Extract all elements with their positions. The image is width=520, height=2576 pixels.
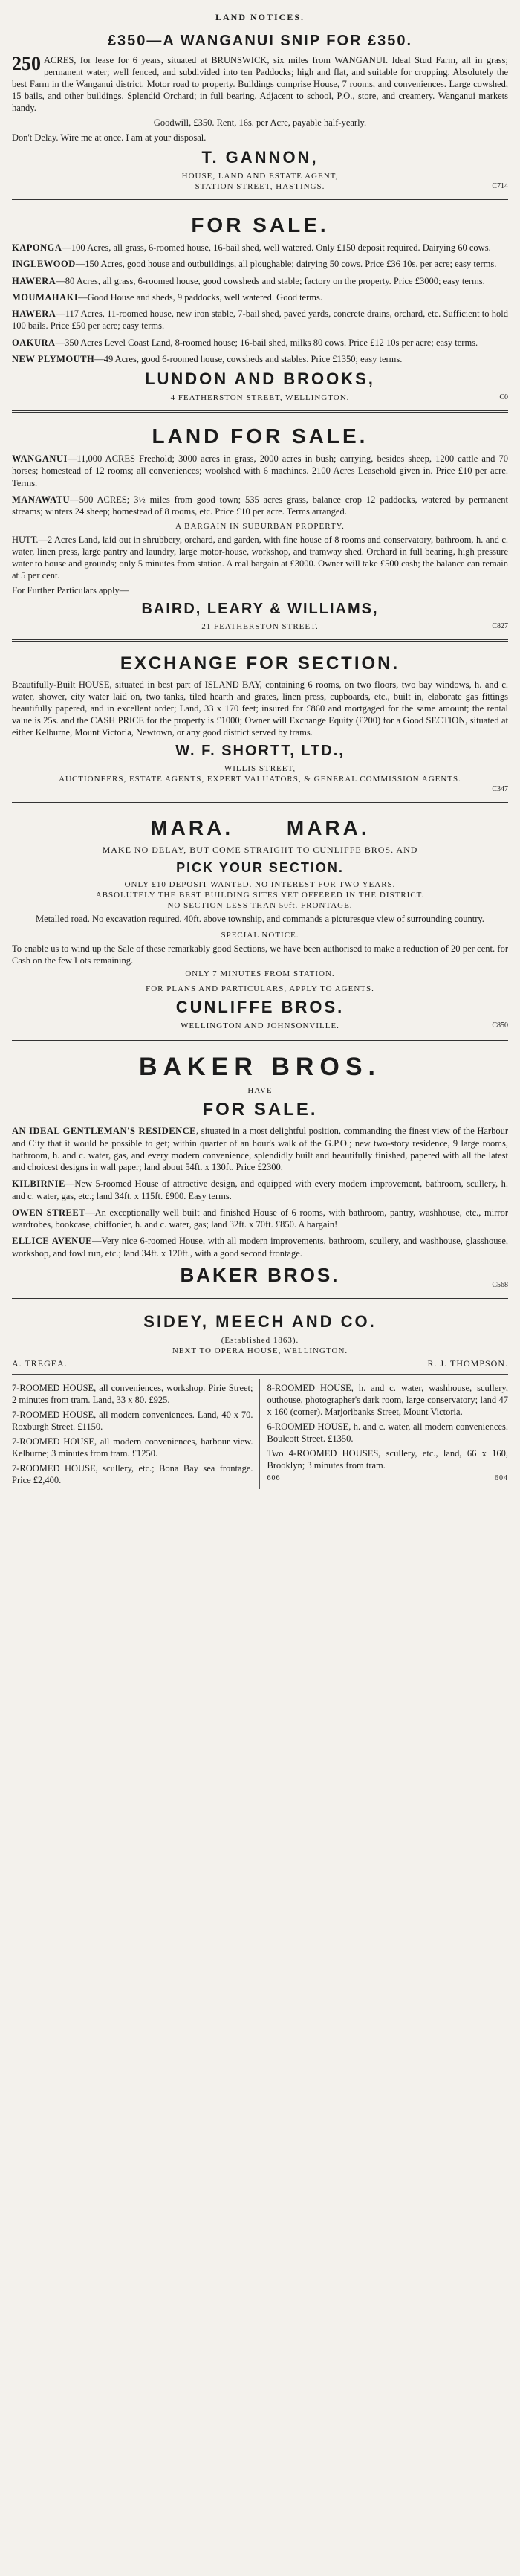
- gannon-address: STATION STREET, HASTINGS.: [195, 182, 325, 191]
- listing: HAWERA—80 Acres, all grass, 6-roomed house, good cowsheds and stable; factory on the property. Price £3000; easy terms.: [12, 275, 485, 286]
- gannon-line: HOUSE, LAND AND ESTATE AGENT,: [181, 172, 339, 181]
- mara-frontage: NO SECTION LESS THAN 50ft. FRONTAGE.: [167, 901, 353, 911]
- section-header: LAND NOTICES.: [215, 12, 305, 22]
- mara-title: MARA. MARA.: [150, 816, 370, 840]
- forsale-listings: [12, 242, 508, 365]
- shortt-line: AUCTIONEERS, ESTATE AGENTS, EXPERT VALUATORS, & GENERAL COMMISSION AGENTS.: [59, 775, 461, 784]
- list-item: 7-ROOMED HOUSE, all conveniences, workshop. Pirie Street; 2 minutes from tram. Land, 33 x 80. £925.: [12, 1382, 253, 1405]
- mara-deposit: ONLY £10 DEPOSIT WANTED. NO INTEREST FOR TWO YEARS.: [124, 880, 396, 890]
- list-item: 8-ROOMED HOUSE, h. and c. water, washhouse, scullery, outhouse, photographer's dark room, large conservatory; land 47 x 160 (corner). Marjoribanks Street, Mount Victoria.: [267, 1382, 508, 1417]
- partner-name: R. J. THOMPSON.: [427, 1358, 508, 1369]
- pick-section: PICK YOUR SECTION.: [176, 860, 344, 876]
- wanganui-body: 250 ACRES, for lease for 6 years, situated at BRUNSWICK, six miles from WANGANUI. Ideal Stud Farm, all in grass; permanent water; well fenced, and subdivided into ten Paddocks; high and flat, and suitable for cropping. Absolutely the best Farm in the Wanganui district. Motor road to property. Buildings comprise House, 7 rooms, and conveniences. Large cowshed, 15 bails, and other buildings. Splendid Orchard; in full bearing. Adjacent to school, P.O., store, and creamery. Wanganui markets handy.: [12, 53, 508, 113]
- sidey-next: NEXT TO OPERA HOUSE, WELLINGTON.: [172, 1346, 348, 1355]
- ad-code: C827: [492, 622, 508, 631]
- listing: OWEN STREET—An exceptionally well built and finished House of 6 rooms, with bathroom, pantry, washhouse, etc., mirror wardrobes, bookcase, chiffonier, h. and c. water, gas; land 32ft. x 70ft. £850. A bargain!: [12, 1207, 508, 1230]
- bargain-text: HUTT.—2 Acres Land, laid out in shrubbery, orchard, and garden, with fine house of 8 rooms and conservatory, bathroom, h. and c. water, linen press, large pantry and laundry, large motor-house, workshop, and tramway shed. Orchard in full bearing, high pressure water to house and grounds; only 5 minutes from station. A real bargain at £3000. Owner will take £500 cash; the balance can remain at 5 per cent.: [12, 535, 508, 581]
- baker-forsale: FOR SALE.: [202, 1100, 318, 1120]
- baird-name: BAIRD, LEARY & WILLIAMS,: [141, 601, 379, 618]
- lundon-address: 4 FEATHERSTON STREET, WELLINGTON.: [170, 393, 350, 402]
- mara-plans: FOR PLANS AND PARTICULARS, APPLY TO AGENTS.: [146, 984, 374, 994]
- partners: [12, 1358, 508, 1369]
- listing: MANAWATU—500 ACRES; 3½ miles from good town; 535 acres grass, balance crop 12 paddocks, watered by permanent streams; winters 24 sheep; homestead of 8 rooms, etc. Price £10 per acre. Terms arranged.: [12, 494, 508, 517]
- wanganui-terms: Goodwill, £350. Rent, 16s. per Acre, payable half-yearly.: [153, 117, 367, 128]
- land-forsale-title: LAND FOR SALE.: [152, 425, 368, 448]
- right-column: [267, 1379, 509, 1489]
- baker-name-bottom: BAKER BROS.: [180, 1263, 340, 1286]
- sidey-est: (Established 1863).: [221, 1335, 299, 1345]
- listing: NEW PLYMOUTH—49 Acres, good 6-roomed house, cowsheds and stables. Price £1350; easy terms.: [12, 353, 403, 364]
- listing: KILBIRNIE—New 5-roomed House of attractive design, and equipped with every modern improvement, bathroom, scullery, h. and c. water, gas, etc.; land 34ft. x 115ft. £900. Easy terms.: [12, 1178, 508, 1201]
- gannon-name: T. GANNON,: [201, 148, 319, 167]
- baker-have: HAVE: [247, 1086, 273, 1096]
- ad-code: C568: [492, 1280, 508, 1289]
- cunliffe-address: WELLINGTON AND JOHNSONVILLE.: [181, 1021, 339, 1031]
- baker-ad: [12, 1041, 508, 1300]
- listing: OAKURA—350 Acres Level Coast Land, 8-roomed house; 16-bail shed, milks 80 cows. Price £12 10s per acre; easy terms.: [12, 337, 478, 348]
- codes: 606 604: [267, 1473, 508, 1482]
- forsale-ad: [12, 201, 508, 413]
- ad-code: C850: [492, 1021, 508, 1030]
- exchange-ad: [12, 642, 508, 804]
- listing: HAWERA—117 Acres, 11-roomed house, new iron stable, 7-bail shed, paved yards, concrete drains, orchard, etc. Sufficient to hold 100 bails. Price £50 per acre; easy terms.: [12, 309, 508, 332]
- list-item: 7-ROOMED HOUSE, scullery, etc.; Bona Bay sea frontage. Price £2,400.: [12, 1462, 253, 1485]
- baird-address: 21 FEATHERSTON STREET.: [201, 622, 319, 632]
- newspaper-page: [6, 0, 514, 1498]
- sidey-name: SIDEY, MEECH AND CO.: [143, 1311, 377, 1331]
- list-item: 6-ROOMED HOUSE, h. and c. water, all modern conveniences. Boulcott Street. £1350.: [267, 1421, 508, 1444]
- wanganui-note: Don't Delay. Wire me at once. I am at your disposal.: [12, 132, 207, 143]
- mara-sites: ABSOLUTELY THE BEST BUILDING SITES YET OFFERED IN THE DISTRICT.: [95, 891, 425, 900]
- exchange-title: EXCHANGE FOR SECTION.: [120, 653, 400, 674]
- exchange-body: Beautifully-Built HOUSE, situated in best part of ISLAND BAY, containing 6 rooms, on two floors, two bay windows, h. and c. water, shower, city water laid on, two tanks, tiled hearth and grates, linen press, cupboards, etc., built in, elaborate gas fittings beautifully papered, and in excellent order; Land, 33 x 170 feet; insured for £860 and mortgaged for the same amount; the rental value is 25s. and the CASH PRICE for the property is £1000; Owner will Exchange Equity (£200) for a Good SECTION, situated at either Kelburne, Mount Victoria, Newtown, or any good district served by trams.: [12, 679, 508, 738]
- ad-code: C347: [492, 785, 508, 794]
- listing: MOUMAHAKI—Good House and sheds, 9 paddocks, well watered. Good terms.: [12, 291, 322, 303]
- list-item: 7-ROOMED HOUSE, all modern conveniences. Land, 40 x 70. Roxburgh Street. £1150.: [12, 1409, 253, 1432]
- listing: ELLICE AVENUE—Very nice 6-roomed House, with all modern improvements, bathroom, scullery, and washhouse, glasshouse, workshop, and fowl run, etc.; land 34ft. x 120ft., with a good second frontage.: [12, 1236, 508, 1259]
- mara-line1: MAKE NO DELAY, BUT COME STRAIGHT TO CUNLIFFE BROS. AND: [102, 845, 418, 856]
- mara-metalled: Metalled road. No excavation required. 40ft. above township, and commands a picturesque view of surrounding country.: [36, 914, 484, 925]
- listing-columns: [12, 1379, 508, 1489]
- wanganui-ad: [12, 4, 508, 201]
- further-text: For Further Particulars apply—: [12, 585, 129, 596]
- baker-name-top: BAKER BROS.: [138, 1053, 382, 1082]
- listing: WANGANUI—11,000 ACRES Freehold; 3000 acres in grass, 2000 acres in bush; carrying, besides sheep, 1200 cattle and 70 horses; homestead of 12 rooms; all conveniences; woolshed with 6 machines. 2100 Acres Leasehold given in. Price £10 per acre. Terms.: [12, 453, 508, 488]
- bargain-title: A BARGAIN IN SUBURBAN PROPERTY.: [175, 522, 345, 532]
- partner-name: A. TREGEA.: [12, 1358, 68, 1369]
- list-item: 7-ROOMED HOUSE, all modern conveniences, harbour view. Kelburne; 3 minutes from tram. £1250.: [12, 1436, 253, 1459]
- ad-code: C0: [499, 393, 508, 401]
- forsale-title: FOR SALE.: [191, 213, 329, 236]
- cunliffe-name: CUNLIFFE BROS.: [175, 998, 345, 1017]
- land-forsale-ad: [12, 413, 508, 642]
- listing: INGLEWOOD—150 Acres, good house and outbuildings, all ploughable; dairying 50 cows. Price £36 10s. per acre; easy terms.: [12, 259, 497, 270]
- mara-ad: [12, 804, 508, 1041]
- lundon-name: LUNDON AND BROOKS,: [145, 369, 375, 388]
- listing: AN IDEAL GENTLEMAN'S RESIDENCE, situated in a most delightful position, commanding the finest view of the Harbour and City that it would be possible to get; within quarter of an hour's walk of the G.P.O.; new two-story residence, 9 large rooms, bathroom, h. and c. water, gas, and every modern convenience, splendidly built and beautifully finished, papered with all the latest and choicest designs in wall paper; land about 54ft. x 130ft. Price £2300.: [12, 1126, 508, 1172]
- special-text: To enable us to wind up the Sale of these remarkably good Sections, we have been authorised to make a reduction of 20 per cent. for Cash on the few Lots remaining.: [12, 943, 508, 966]
- mara-station: ONLY 7 MINUTES FROM STATION.: [185, 969, 335, 979]
- special-notice: SPECIAL NOTICE.: [221, 931, 299, 940]
- ad-code: C714: [492, 182, 508, 190]
- shortt-name: W. F. SHORTT, LTD.,: [175, 743, 345, 760]
- left-column: [12, 1379, 260, 1489]
- wanganui-headline: £350—A WANGANUI SNIP FOR £350.: [107, 33, 413, 49]
- list-item: Two 4-ROOMED HOUSES, scullery, etc., land, 66 x 160, Brooklyn; 3 minutes from tram.: [267, 1447, 508, 1471]
- sidey-ad: [12, 1300, 508, 1498]
- listing: KAPONGA—100 Acres, all grass, 6-roomed house, 16-bail shed, well watered. Only £150 deposit required. Dairying 60 cows.: [12, 242, 491, 253]
- shortt-street: WILLIS STREET,: [224, 764, 296, 774]
